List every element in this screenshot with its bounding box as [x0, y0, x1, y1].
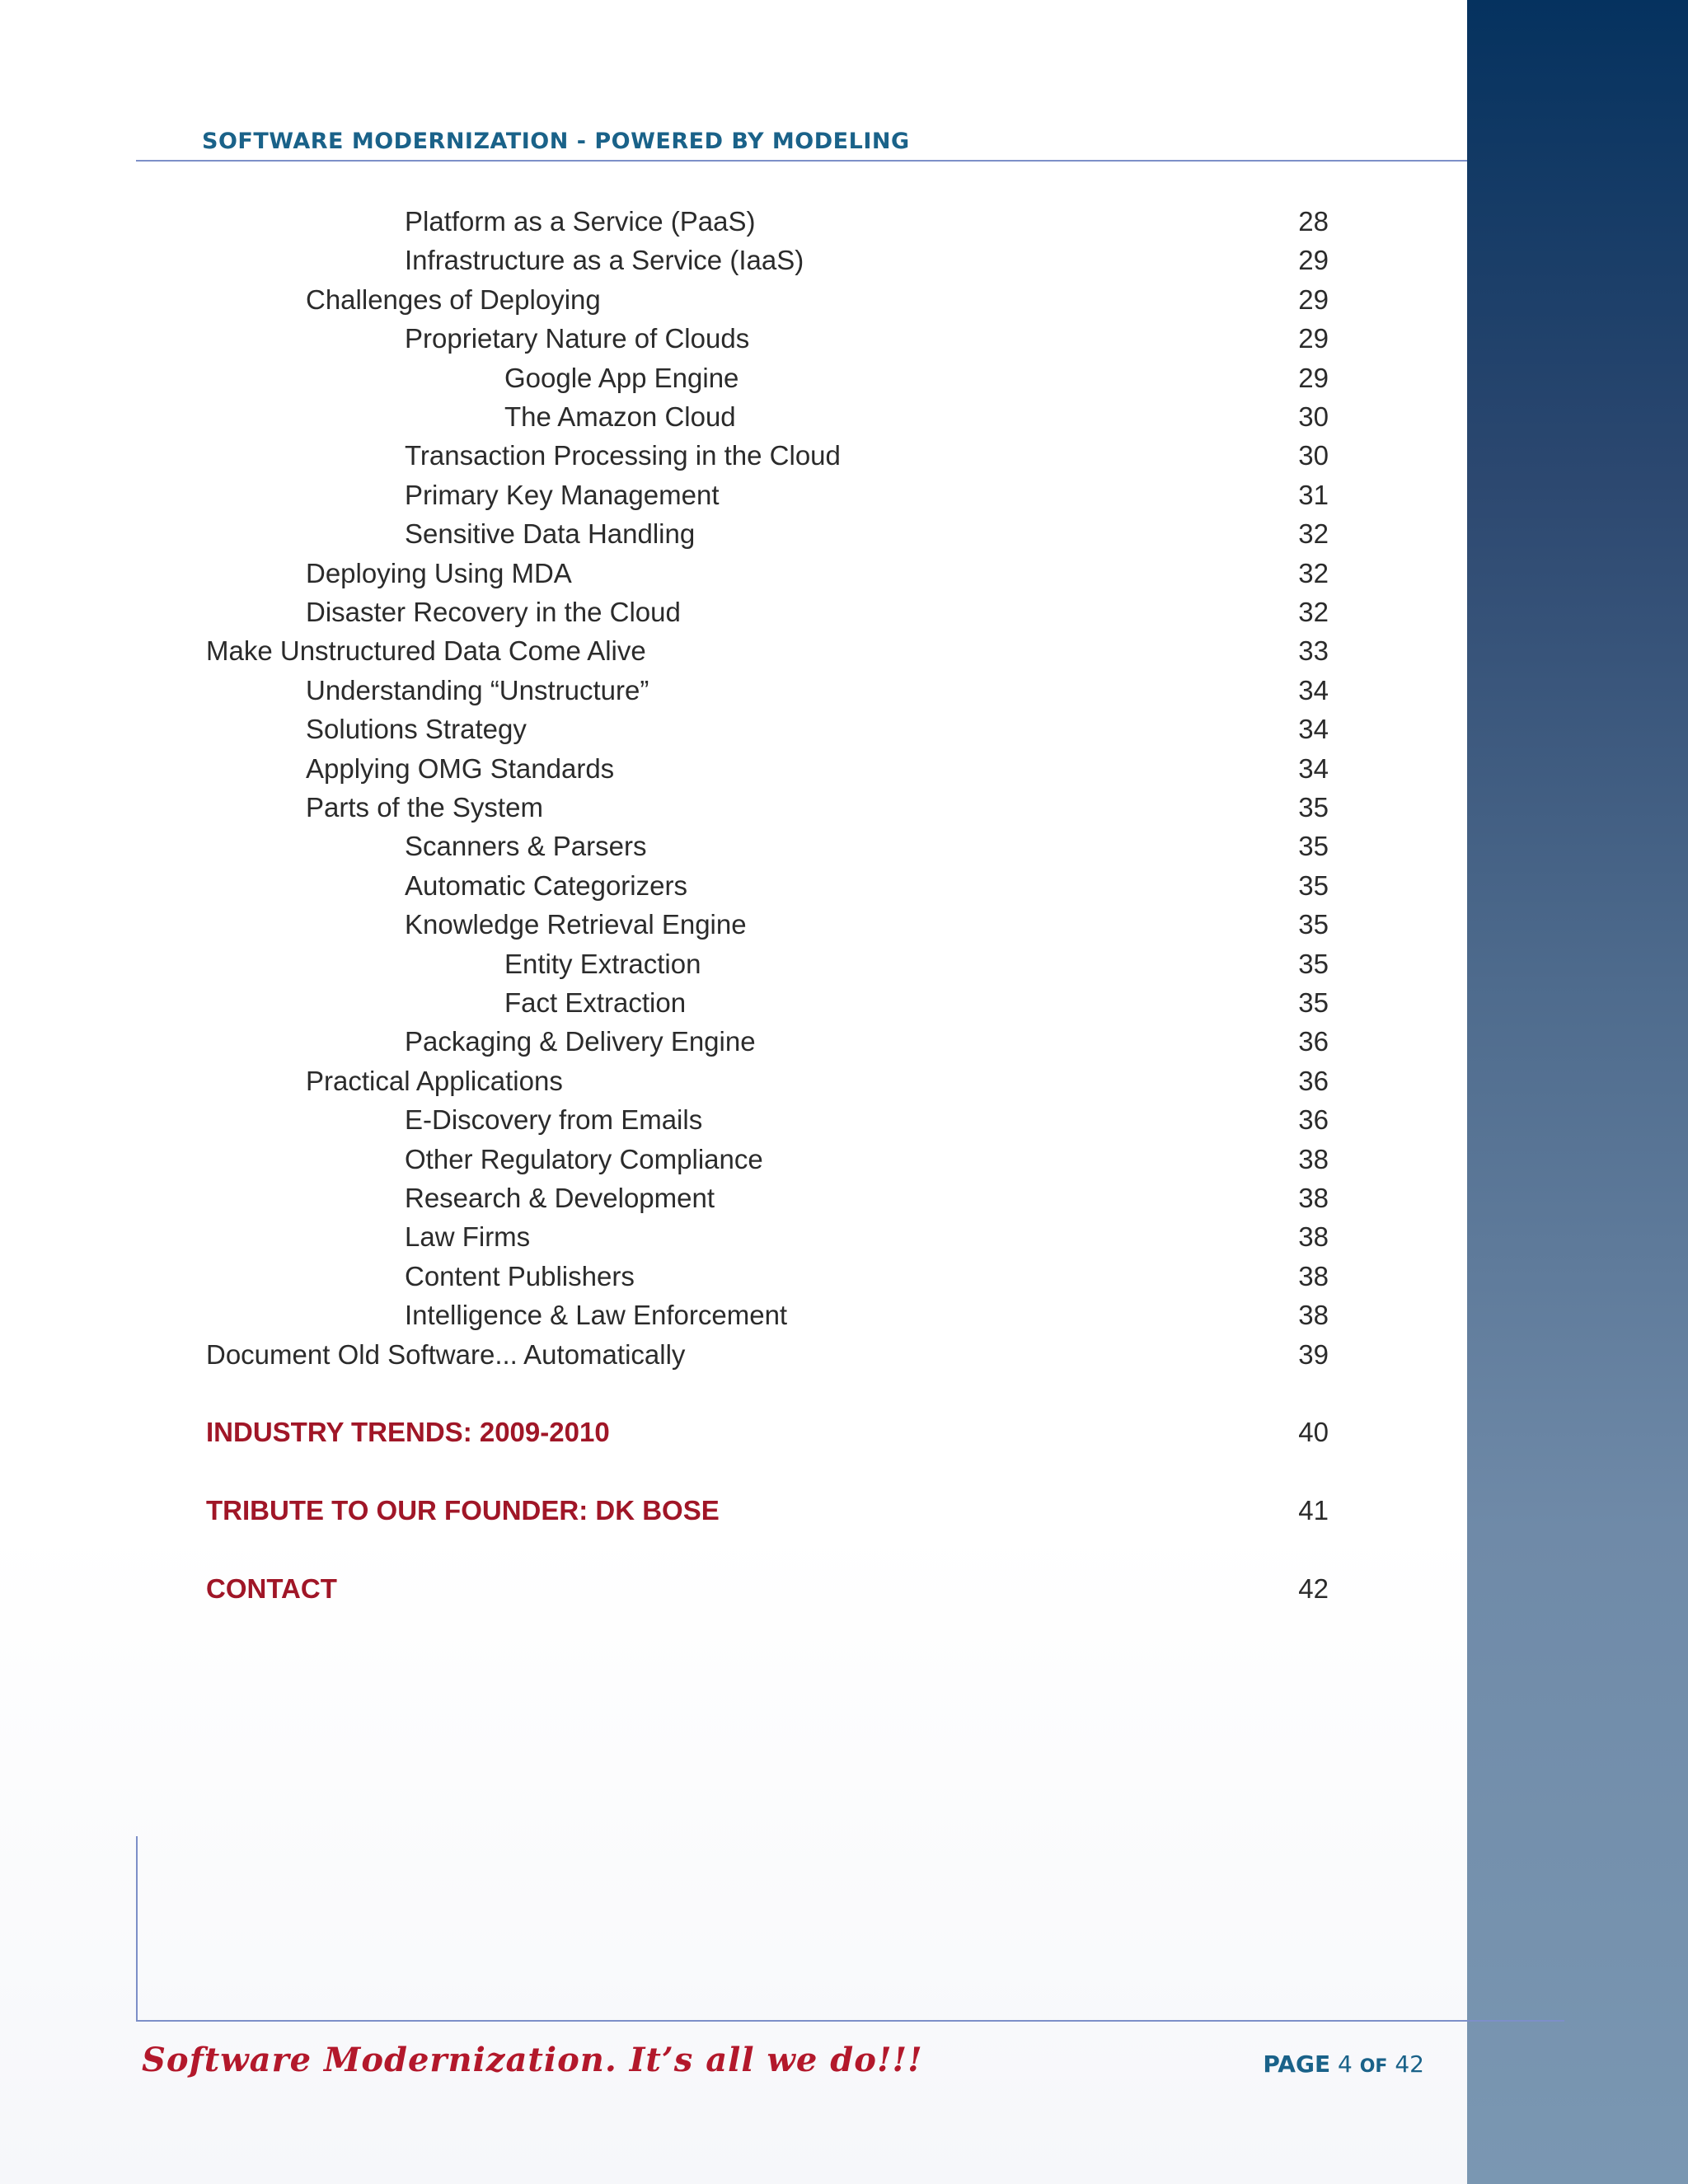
toc-entry[interactable] [0, 597, 1467, 635]
toc-entry-page: 35 [1298, 870, 1329, 901]
toc-entry[interactable] [0, 440, 1467, 479]
footer-left-rule [136, 1836, 138, 2022]
toc-entry-label: Deploying Using MDA [306, 558, 572, 588]
toc-entry-label: Sensitive Data Handling [405, 518, 696, 549]
toc-entry[interactable] [0, 1300, 1467, 1338]
toc-entry-label: Make Unstructured Data Come Alive [206, 635, 646, 666]
toc-entry[interactable] [0, 1066, 1467, 1104]
toc-entry-page: 34 [1298, 714, 1329, 744]
toc-entry[interactable] [0, 987, 1467, 1026]
toc-entry-page: 35 [1298, 792, 1329, 823]
toc-section-page: 41 [1298, 1495, 1329, 1526]
toc-entry-page: 28 [1298, 206, 1329, 237]
toc-entry-page: 29 [1298, 284, 1329, 315]
toc-entry-page: 38 [1298, 1221, 1329, 1252]
toc-entry-label: Knowledge Retrieval Engine [405, 909, 747, 940]
toc-entry-page: 30 [1298, 440, 1329, 471]
toc-entry-label: Practical Applications [306, 1066, 563, 1096]
toc-entry-page: 29 [1298, 323, 1329, 354]
toc-entry[interactable] [0, 518, 1467, 557]
toc-entry-label: Solutions Strategy [306, 714, 527, 744]
toc-entry[interactable] [0, 635, 1467, 674]
header-rule [136, 160, 1467, 162]
toc-entry-page: 36 [1298, 1066, 1329, 1096]
toc-entry-label: Parts of the System [306, 792, 543, 823]
toc-entry-label: Transaction Processing in the Cloud [405, 440, 841, 471]
toc-entry-page: 35 [1298, 987, 1329, 1018]
page-current: 4 [1337, 2050, 1353, 2078]
toc-entry-label: Platform as a Service (PaaS) [405, 206, 756, 237]
footer-rule [136, 2020, 1564, 2022]
toc-entry[interactable] [0, 558, 1467, 597]
toc-entry[interactable] [0, 1104, 1467, 1143]
toc-entry-label: Applying OMG Standards [306, 753, 615, 784]
toc-entry-label: Understanding “Unstructure” [306, 675, 649, 705]
toc-entry[interactable] [0, 909, 1467, 948]
toc-entry-label: Entity Extraction [504, 949, 701, 979]
page-word: PAGE [1263, 2050, 1331, 2078]
toc-entry[interactable] [0, 870, 1467, 909]
toc-entry[interactable] [0, 1221, 1467, 1260]
toc-section-page: 40 [1298, 1417, 1329, 1447]
page-number [1263, 2050, 1424, 2078]
toc-entry[interactable] [0, 1026, 1467, 1065]
toc-section-label: INDUSTRY TRENDS: 2009-2010 [206, 1417, 610, 1447]
toc-entry[interactable] [0, 284, 1467, 323]
toc-entry-page: 32 [1298, 597, 1329, 627]
footer-tagline: Software Modernization. It’s all we do!!! [142, 2041, 923, 2079]
toc-entry[interactable] [0, 714, 1467, 752]
toc-entry-page: 31 [1298, 480, 1329, 510]
toc-entry-label: Law Firms [405, 1221, 531, 1252]
toc-entry[interactable] [0, 753, 1467, 792]
toc-entry-page: 29 [1298, 363, 1329, 393]
toc-entry[interactable] [0, 480, 1467, 518]
toc-entry-label: Packaging & Delivery Engine [405, 1026, 756, 1057]
toc-entry-page: 36 [1298, 1104, 1329, 1135]
toc-section-label: TRIBUTE TO OUR FOUNDER: DK BOSE [206, 1495, 720, 1526]
toc-entry-label: Challenges of Deploying [306, 284, 601, 315]
toc-entry[interactable] [0, 949, 1467, 987]
toc-entry-page: 38 [1298, 1300, 1329, 1330]
toc-entry-label: Proprietary Nature of Clouds [405, 323, 750, 354]
toc-entry[interactable] [0, 363, 1467, 401]
toc-entry-label: Other Regulatory Compliance [405, 1144, 763, 1174]
toc-entry-page: 35 [1298, 831, 1329, 861]
decorative-side-band [1467, 0, 1688, 2184]
toc-entry[interactable] [0, 1183, 1467, 1221]
toc-section-label: CONTACT [206, 1573, 337, 1604]
toc-entry-label: Scanners & Parsers [405, 831, 647, 861]
toc-entry[interactable] [0, 792, 1467, 831]
toc-entry-label: E-Discovery from Emails [405, 1104, 703, 1135]
toc-section-page: 42 [1298, 1573, 1329, 1604]
toc-entry-label: Google App Engine [504, 363, 739, 393]
page-of: OF [1359, 2056, 1388, 2077]
toc-entry[interactable] [0, 245, 1467, 284]
toc-entry-label: Primary Key Management [405, 480, 720, 510]
toc-entry-label: Fact Extraction [504, 987, 687, 1018]
toc-entry[interactable] [0, 675, 1467, 714]
toc-entry[interactable] [0, 1144, 1467, 1183]
toc-section-entry[interactable] [0, 1495, 1467, 1534]
toc-entry-label: Intelligence & Law Enforcement [405, 1300, 788, 1330]
toc-entry[interactable] [0, 1261, 1467, 1300]
toc-entry-page: 38 [1298, 1183, 1329, 1213]
toc-section-entry[interactable] [0, 1417, 1467, 1455]
running-header: SOFTWARE MODERNIZATION - POWERED BY MODELING [202, 129, 910, 154]
toc-entry[interactable] [0, 831, 1467, 869]
toc-entry-page: 33 [1298, 635, 1329, 666]
toc-entry-page: 30 [1298, 401, 1329, 432]
toc-entry-page: 29 [1298, 245, 1329, 275]
toc-entry-label: Content Publishers [405, 1261, 635, 1291]
toc-entry-page: 35 [1298, 949, 1329, 979]
toc-section-entry[interactable] [0, 1573, 1467, 1612]
toc-entry[interactable] [0, 323, 1467, 362]
toc-entry-label: Disaster Recovery in the Cloud [306, 597, 681, 627]
toc-entry-page: 34 [1298, 753, 1329, 784]
toc-entry-page: 38 [1298, 1261, 1329, 1291]
toc-entry-page: 38 [1298, 1144, 1329, 1174]
toc-entry[interactable] [0, 401, 1467, 440]
toc-entry-label: Document Old Software... Automatically [206, 1339, 686, 1370]
toc-entry-page: 36 [1298, 1026, 1329, 1057]
toc-entry-label: The Amazon Cloud [504, 401, 736, 432]
toc-entry-label: Automatic Categorizers [405, 870, 687, 901]
toc-entry-page: 32 [1298, 518, 1329, 549]
toc-entry[interactable] [0, 206, 1467, 245]
toc-entry-page: 34 [1298, 675, 1329, 705]
toc-entry-page: 32 [1298, 558, 1329, 588]
toc-entry-page: 39 [1298, 1339, 1329, 1370]
toc-entry-label: Research & Development [405, 1183, 715, 1213]
page-total: 42 [1395, 2050, 1424, 2078]
toc-entry[interactable] [0, 1339, 1467, 1378]
toc-entry-label: Infrastructure as a Service (IaaS) [405, 245, 804, 275]
toc-entry-page: 35 [1298, 909, 1329, 940]
